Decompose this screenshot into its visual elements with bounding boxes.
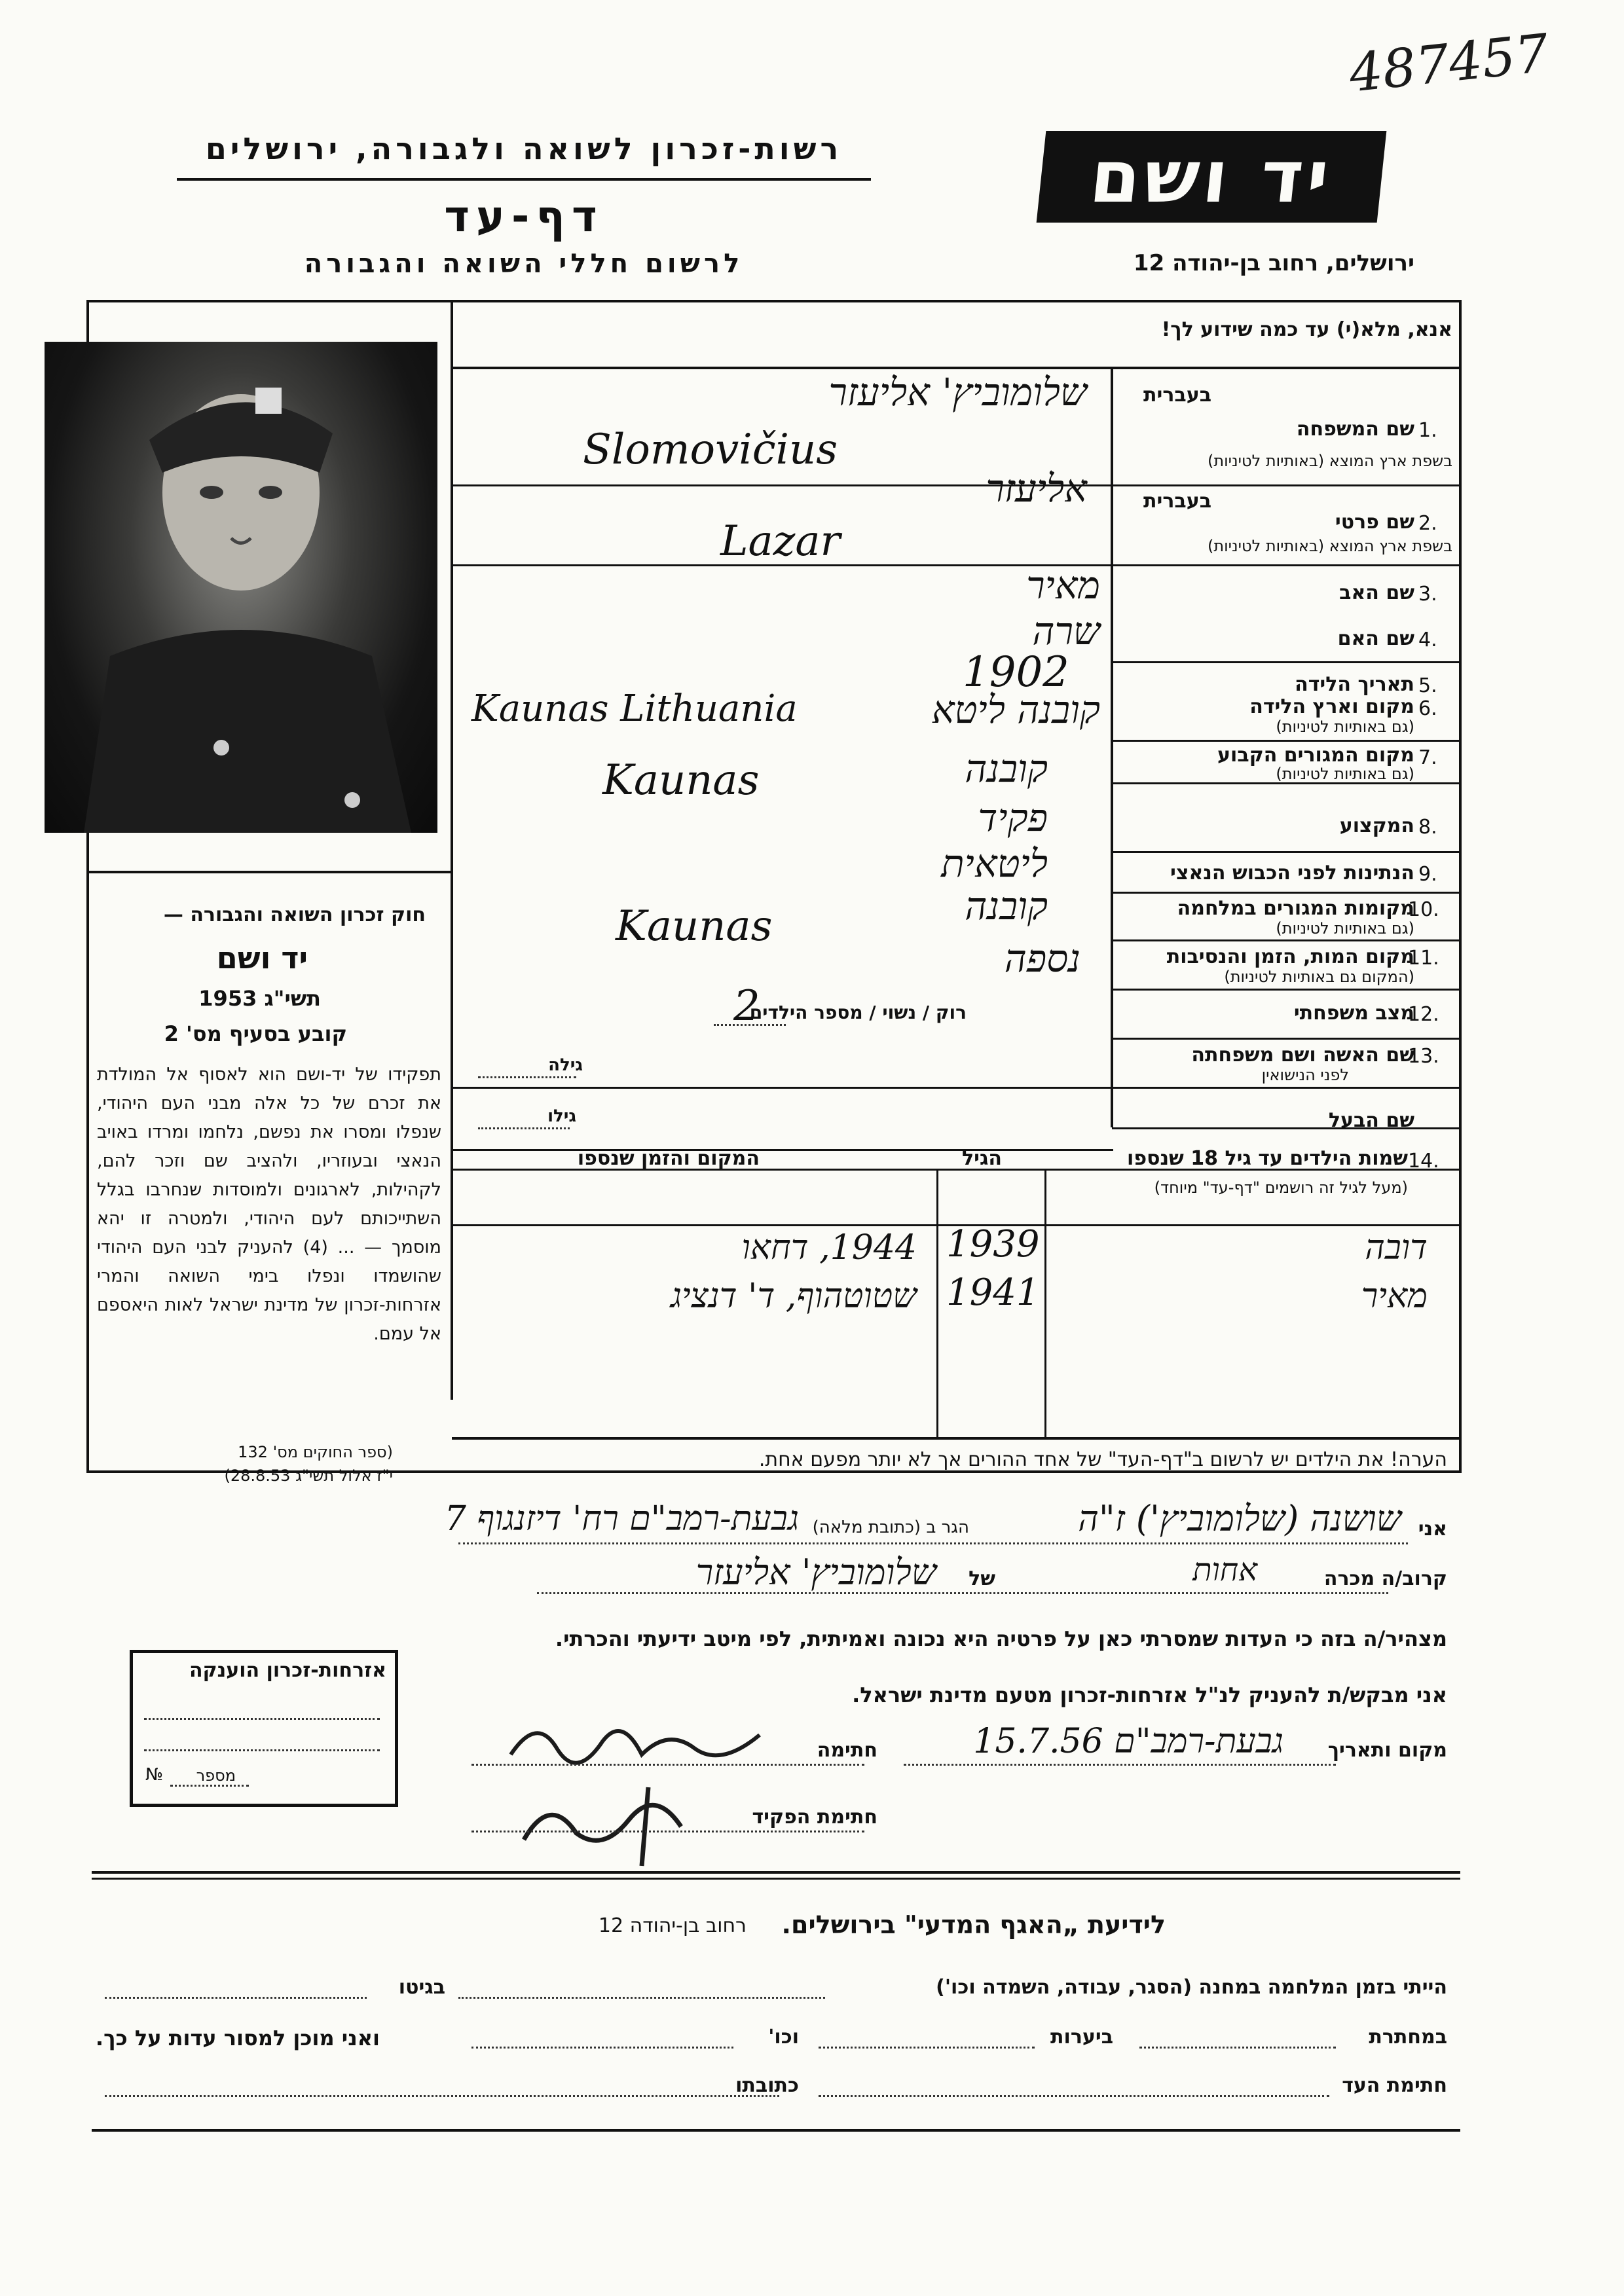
- photo-section-divider: [86, 871, 452, 873]
- etc-line: [471, 2047, 733, 2049]
- underground-label: במחתרת: [1369, 2026, 1447, 2049]
- child-1-place: 1944, דחאו: [741, 1228, 917, 1267]
- law-yad-vashem: יד ושם: [216, 940, 308, 975]
- field-2-number: 2.: [1418, 512, 1437, 535]
- ghetto-line: [105, 1997, 367, 1999]
- field-8-label: המקצוע: [1339, 814, 1414, 837]
- field-9-number: 9.: [1418, 863, 1437, 886]
- field-11-number: 11.: [1408, 947, 1439, 970]
- ready-text: ואני מוכן למסור עדות על כך.: [95, 2026, 380, 2050]
- field-4-label: שם האם: [1337, 627, 1414, 650]
- father-name-value: מאיר: [1026, 563, 1100, 608]
- field-3-label: שם האב: [1339, 581, 1414, 604]
- law-year: תשי"ג 1953: [198, 986, 321, 1011]
- witness-signature-line: [819, 2095, 1329, 2097]
- latin-note-6: (גם באותיות לטיניות): [1276, 718, 1414, 736]
- witness-address-label: כתובתו: [735, 2074, 799, 2097]
- field-2-label: שם פרטי: [1335, 511, 1414, 534]
- profession-value: פקיד: [978, 795, 1048, 840]
- ghetto-label: בגיטו: [398, 1976, 445, 1999]
- child-2-place: שטוטהוף, ד' דנציג: [670, 1277, 917, 1316]
- citizenship-value: ליטאית: [941, 841, 1048, 886]
- field-6-number: 6.: [1418, 697, 1437, 720]
- field-4-number: 4.: [1418, 629, 1437, 651]
- wartime-residence-hebrew-value: קובנה: [965, 884, 1048, 928]
- firstname-latin-value: Lazar: [720, 517, 841, 566]
- logo-text: יד ושם: [1086, 135, 1337, 219]
- clerk-signature-line: [471, 1831, 864, 1832]
- field-11-sub: (המקום גם באותיות לטיניות): [1224, 968, 1414, 986]
- hebrew-label-2: בעברית: [1143, 490, 1211, 513]
- place-date-line: [904, 1764, 1336, 1766]
- witness-address-line: [105, 2095, 779, 2097]
- citizenship-box-line-1: [144, 1718, 380, 1720]
- of-label: של: [969, 1567, 995, 1590]
- declarant-label: אני: [1418, 1518, 1447, 1540]
- surname-hebrew-value: שלומוביץ' אליעזר: [828, 370, 1087, 414]
- citizenship-request: אני מבקש/ת להעניק לנ"ל אזרחות-זכרון מטעם מדינת ישראל.: [852, 1683, 1447, 1707]
- field-9-label: הנתינות לפני הכבוש הנאצי: [1170, 862, 1414, 884]
- footer-line-1: הייתי בזמן המלחמה במחנה (הסגר, עבודה, השמדה וכו'): [936, 1976, 1447, 1999]
- residence-hebrew-value: קובנה: [965, 746, 1048, 791]
- row-line: [1112, 851, 1460, 853]
- archive-number: 487457: [1346, 22, 1552, 104]
- residence-label: הגר ב (כתובת מלאה): [812, 1518, 969, 1537]
- children-age-header: הגיל: [962, 1147, 1002, 1170]
- field-6-label: מקום וארץ הלידה: [1249, 695, 1414, 718]
- husband-age-label: גילו: [547, 1106, 576, 1126]
- signature-line: [471, 1764, 864, 1766]
- declarant-address-value: גבעת-רמב"ם רח' דיזנגוף 7: [444, 1499, 799, 1539]
- field-12-label: מצב משפחתי: [1293, 1002, 1414, 1025]
- citizenship-box-line-2: [144, 1749, 380, 1751]
- form-subtitle: לרשום חללי השואה והגבורה: [304, 249, 744, 279]
- row-line: [452, 1087, 1460, 1089]
- header-address: ירושלים, רחוב בן-יהודה 12: [1133, 250, 1414, 276]
- footer-divider: [92, 1871, 1460, 1874]
- footer-divider: [92, 1878, 1460, 1880]
- field-7-number: 7.: [1418, 746, 1437, 769]
- camp-line: [458, 1997, 825, 1999]
- law-body: תפקידו של יד-ושם הוא לאסוף אל המולדת את זכרם של כל אלה מבני העם היהודי, שנפלו ומסרו את נפשם, נלחמו ומרדו באויב הנאצי ובעוזריו, ולהציב שם וזכר להם, לקהילות, לארגונים ולמוסדות שנחרבו בגלל השתייכותם לעם היהודי, ולמטרה זו יהא מוסמך — ... (4) להעניק לבני העם היהודי שהושמדו ונפלו בימי השואה והמרי אזרחות-זכרון של מדינת ישראל לאות היאספם אל עמם.: [97, 1065, 441, 1344]
- authority-name: רשות-זכרון לשואה ולגבורה, ירושלים: [205, 131, 843, 166]
- number-sign: №: [145, 1765, 164, 1785]
- yad-vashem-logo: [1037, 131, 1387, 223]
- field-1-label: שם המשפחה: [1296, 418, 1414, 441]
- portrait-photo: [45, 342, 437, 833]
- field-8-number: 8.: [1418, 816, 1437, 839]
- row-line: [1112, 740, 1460, 742]
- wife-age-label: גילה: [548, 1055, 583, 1075]
- intro-divider: [452, 367, 1460, 369]
- witness-signature-label: חתימת העד: [1342, 2074, 1447, 2097]
- row-line: [452, 484, 1460, 486]
- intro-text: אנא, מלא(י) עד כמה שידוע לך!: [1161, 318, 1452, 341]
- child-2-name: מאיר: [1361, 1277, 1428, 1316]
- signature-label: חתימה: [817, 1739, 877, 1762]
- field-5-number: 5.: [1418, 674, 1437, 697]
- field-12-options: רוק / נשוי / מספר הילדים: [749, 1002, 967, 1023]
- law-ref-1: (ספר החוקים מס' 132: [238, 1443, 393, 1461]
- law-clause: קובע בסעיף מס' 2: [164, 1021, 347, 1046]
- forest-label: ביערות: [1050, 2026, 1113, 2049]
- field-14-label: שמות הילדים עד גיל 18 שנספו: [1127, 1147, 1408, 1170]
- law-ref-2: י"ז אלול תשי"ג 28.8.53): [224, 1467, 393, 1485]
- row-line: [1112, 939, 1460, 941]
- field-10-label: מקומות המגורים במלחמה: [1177, 897, 1414, 920]
- relative-of-value: שלומוביץ' אליעזר: [695, 1552, 936, 1593]
- label-column-divider: [1111, 368, 1113, 1127]
- relative-line: [537, 1592, 1388, 1594]
- row-line: [1112, 989, 1460, 991]
- field-11-label: מקום המות, הזמן והנסיבות: [1166, 945, 1414, 968]
- child-2-age: 1941: [946, 1271, 1040, 1314]
- clerk-signature-label: חתימת הפקיד: [752, 1806, 877, 1829]
- hebrew-label-1: בעברית: [1143, 384, 1211, 407]
- wife-age-field: [478, 1076, 576, 1078]
- declaration-statement: מצהיר/ה בזה כי העדות שמסרתי כאן על פרטיה היא נכונה ואמיתית, לפי מיטב ידיעתי והכרתי.: [555, 1626, 1447, 1651]
- footer-title: לידיעת „האגף המדעי" בירושלים.: [781, 1910, 1166, 1939]
- death-place-value: נספה: [1004, 936, 1080, 981]
- footer-bottom-line: [92, 2129, 1460, 2132]
- citizenship-box-title: אזרחות-זכרון הוענקה: [189, 1659, 386, 1682]
- header-underline: [177, 178, 871, 181]
- left-column-divider: [451, 300, 453, 1400]
- footer-address: רחוב בן-יהודה 12: [598, 1914, 747, 1937]
- relative-label: קרוב/ה מכרה: [1323, 1567, 1447, 1590]
- husband-age-field: [478, 1127, 570, 1129]
- birthplace-hebrew-value: קובנה ליטא: [931, 687, 1100, 732]
- field-3-number: 3.: [1418, 583, 1437, 606]
- children-place-header: המקום והזמן שנספו: [577, 1147, 760, 1170]
- latin-note-7: (גם באותיות לטיניות): [1276, 765, 1414, 783]
- field-13-label: שם האשה ושם משפחתה: [1191, 1044, 1414, 1066]
- field-7-label: מקום המגורים הקבוע: [1217, 744, 1414, 767]
- row-line: [1112, 1038, 1460, 1040]
- field-5-label: תאריך הלידה: [1295, 673, 1414, 696]
- clerk-signature: [498, 1768, 733, 1872]
- relative-value: אחות: [1192, 1552, 1257, 1588]
- place-date-label: מקום ותאריך: [1327, 1739, 1447, 1762]
- citizenship-number-label: מספר: [196, 1766, 236, 1785]
- law-title: חוק זכרון השואה והגבורה —: [163, 903, 426, 926]
- underground-line: [1139, 2047, 1336, 2049]
- declarant-name-value: שושנה (שלומוביץ') ז"ה: [1078, 1498, 1401, 1539]
- field-14-number: 14.: [1408, 1150, 1439, 1173]
- firstname-hebrew-value: אליעזר: [986, 466, 1087, 511]
- children-count-value: 2: [733, 982, 760, 1030]
- field-10-number: 10.: [1408, 898, 1439, 921]
- field-14-sub: (מעל לגיל זה רושמים "דף-עד" מיוחד): [1154, 1178, 1408, 1197]
- children-col-divider: [936, 1169, 938, 1437]
- wartime-residence-latin-value: Kaunas: [616, 902, 773, 951]
- mother-name-value: שרה: [1032, 609, 1100, 653]
- field-1-number: 1.: [1418, 419, 1437, 442]
- husband-label: שם הבעל: [1328, 1109, 1414, 1132]
- origin-label-1: בשפת ארץ המוצא (באותיות לטיניות): [1208, 452, 1452, 470]
- birthplace-latin-value: Kaunas Lithuania: [471, 687, 798, 730]
- row-line: [1112, 892, 1460, 894]
- row-line: [452, 564, 1460, 566]
- latin-note-10: (גם באותיות לטיניות): [1276, 919, 1414, 938]
- row-line: [452, 1437, 1460, 1440]
- forest-line: [819, 2047, 1035, 2049]
- residence-latin-value: Kaunas: [602, 756, 760, 805]
- declarant-address-line: [458, 1542, 1408, 1544]
- child-1-name: דובה: [1365, 1228, 1428, 1267]
- birthdate-value: 1902: [963, 648, 1069, 697]
- etc-label: וכו': [768, 2026, 799, 2049]
- surname-latin-value: Slomovičius: [583, 426, 838, 474]
- row-line: [452, 1149, 1113, 1151]
- field-13-number: 13.: [1408, 1045, 1439, 1068]
- form-title: דף-עד: [444, 191, 604, 242]
- portrait-figure: [45, 342, 437, 833]
- citizenship-number-line: [170, 1785, 249, 1787]
- row-line: [1112, 661, 1460, 663]
- field-13-sub: לפני הנישואין: [1261, 1066, 1349, 1084]
- children-col-divider: [1044, 1169, 1046, 1437]
- place-date-value: גבעת-רמב"ם 15.7.56: [973, 1722, 1283, 1761]
- field-12-number: 12.: [1408, 1003, 1439, 1026]
- origin-label-2: בשפת ארץ המוצא (באותיות לטיניות): [1208, 537, 1452, 555]
- child-1-age: 1939: [946, 1223, 1040, 1266]
- children-note: הערה! את הילדים יש לרשום ב"דף-העד" של אחד ההורים אך לא יותר מפעם אחת.: [758, 1448, 1447, 1471]
